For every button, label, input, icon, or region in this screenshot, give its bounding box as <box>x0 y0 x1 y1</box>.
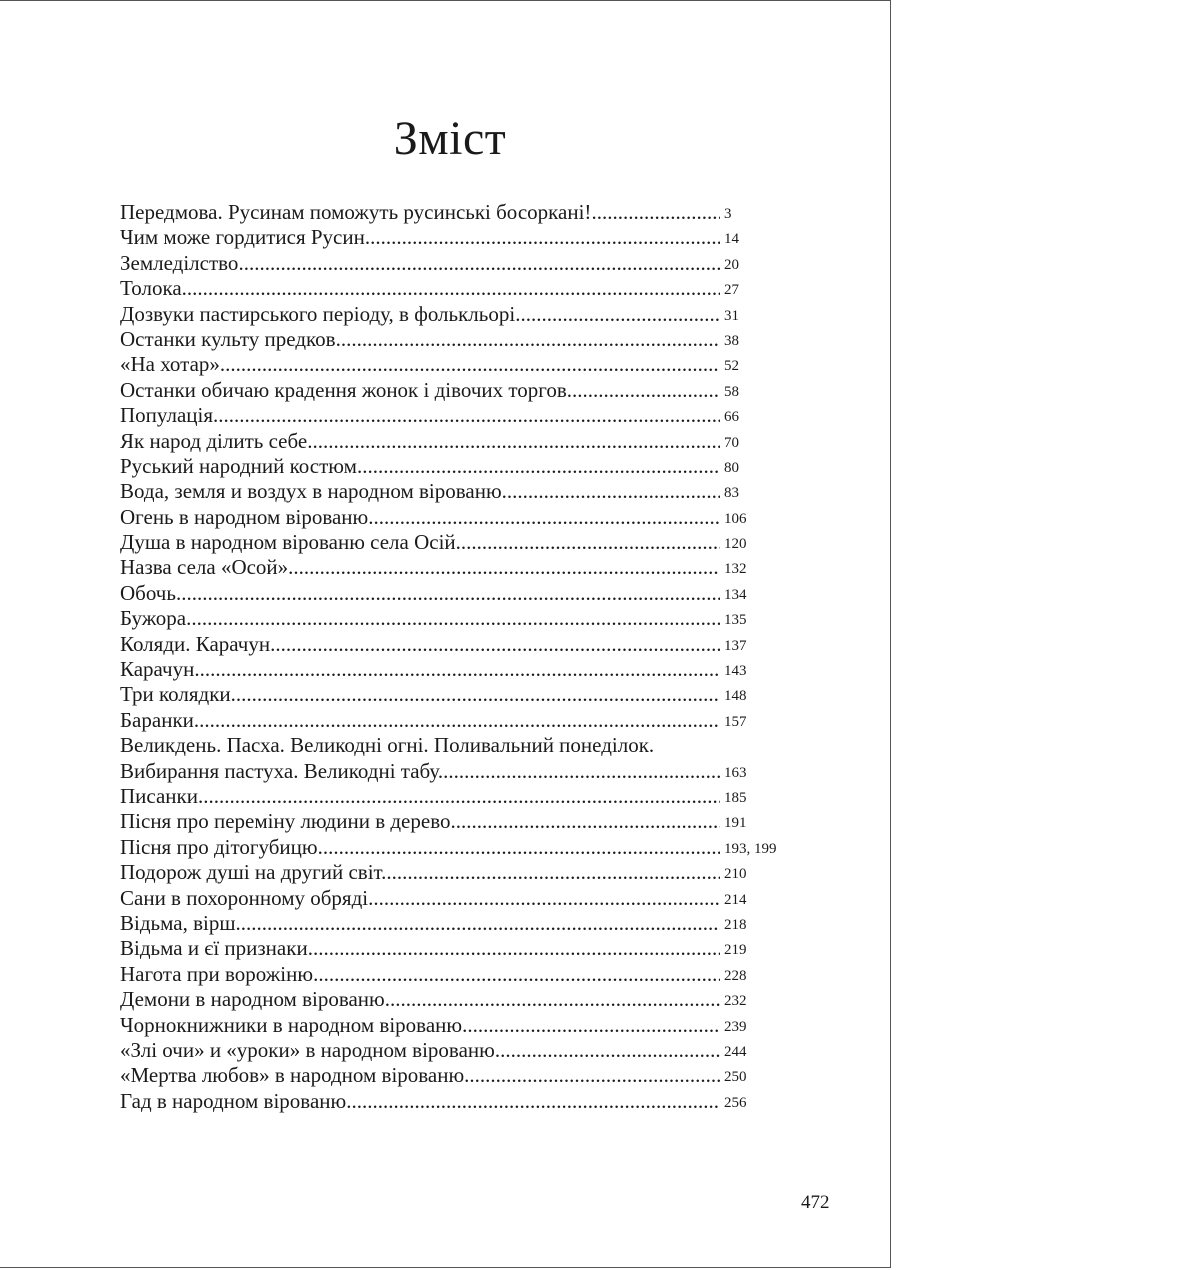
toc-dot-leader <box>385 987 720 1011</box>
toc-entry-title: Руський народний костюм <box>120 453 357 478</box>
toc-entry-line <box>120 378 720 403</box>
toc-entry-page: 31 <box>724 307 739 324</box>
toc-entry-page: 191 <box>724 815 747 832</box>
toc-entry-line <box>120 1089 720 1114</box>
toc-entry-title: Пісня про дітогубицю <box>120 834 318 859</box>
toc-entry <box>120 555 800 580</box>
toc-entry <box>120 1063 800 1088</box>
toc-entry <box>120 809 800 834</box>
toc-entry-line <box>120 759 720 784</box>
toc-entry-page: 27 <box>724 282 739 299</box>
toc-entry-page: 80 <box>724 459 739 476</box>
toc-entry <box>120 962 800 987</box>
toc-entry-title: Коляди. Карачун <box>120 631 271 656</box>
toc-entry-page: 210 <box>724 866 747 883</box>
toc-entry-title: Огень в народном вірованю <box>120 504 369 529</box>
toc-entry-title: Три колядки <box>120 682 231 707</box>
toc-dot-leader <box>238 251 720 275</box>
toc-entry <box>120 403 800 428</box>
toc-dot-leader <box>438 759 720 783</box>
toc-dot-leader <box>450 809 720 833</box>
page-number: 472 <box>801 1192 830 1213</box>
toc-entry <box>120 581 800 606</box>
toc-entry-page: 228 <box>724 967 747 984</box>
toc-entry-title: «Мертва любов» в народном вірованю <box>120 1063 465 1088</box>
toc-entry <box>120 759 800 784</box>
toc-entry-title: Останки обичаю крадення жонок і дівочих торгов <box>120 377 567 402</box>
toc-entry-title: Передмова. Русинам поможуть русинські босоркані! <box>120 200 592 224</box>
toc-entry <box>120 606 800 631</box>
toc-entry-title: Толока <box>120 276 182 301</box>
toc-entry <box>120 429 800 454</box>
page-title: Зміст <box>393 112 507 165</box>
toc-dot-leader <box>236 911 721 935</box>
toc-entry-title: Писанки <box>120 783 198 808</box>
toc-entry-line <box>120 225 720 250</box>
toc-dot-leader <box>462 1013 720 1037</box>
toc-entry-title: Відьма, вірш <box>120 910 236 935</box>
toc-dot-leader <box>198 784 720 808</box>
toc-entry <box>120 505 800 530</box>
toc-dot-leader <box>502 479 720 503</box>
toc-entry <box>120 911 800 936</box>
toc-entry-page: 3 <box>724 206 732 222</box>
toc-entry-title: Подорож душі на другий світ <box>120 860 382 885</box>
toc-entry <box>120 1013 800 1038</box>
toc-entry <box>120 682 800 707</box>
toc-entry-page: 219 <box>724 942 747 959</box>
toc-entry-line <box>120 1063 720 1088</box>
toc-dot-leader <box>318 835 720 859</box>
toc-entry-page: 14 <box>724 231 739 248</box>
toc-entry-title: Відьма и єї признаки <box>120 936 308 961</box>
toc-entry <box>120 200 800 225</box>
toc-entry <box>120 1089 800 1114</box>
toc-entry-page: 157 <box>724 713 747 730</box>
toc-entry-title: «Злі очи» и «уроки» в народном вірованю <box>120 1037 495 1062</box>
toc-dot-leader <box>308 936 720 960</box>
toc-entry-title: Нагота при ворожіню <box>120 961 314 986</box>
toc-entry <box>120 733 800 758</box>
toc-entry <box>120 454 800 479</box>
toc-entry-title: Баранки <box>120 707 194 732</box>
toc-entry-line <box>120 505 720 530</box>
toc-entry <box>120 886 800 911</box>
toc-entry <box>120 835 800 860</box>
toc-entry-page: 239 <box>724 1018 747 1035</box>
toc-entry-page: 83 <box>724 485 739 502</box>
toc-entry <box>120 276 800 301</box>
toc-entry-line <box>120 454 720 479</box>
toc-entry-line <box>120 429 720 454</box>
toc-entry-title: Бужора <box>120 606 187 631</box>
toc-entry-page: 214 <box>724 891 747 908</box>
toc-dot-leader <box>313 962 720 986</box>
toc-entry <box>120 708 800 733</box>
toc-entry-page: 38 <box>724 332 739 349</box>
toc-entry-line <box>120 1013 720 1038</box>
toc-entry-line <box>120 809 720 834</box>
toc-entry-page: 148 <box>724 688 747 705</box>
toc-entry <box>120 327 800 352</box>
toc-dot-leader <box>288 555 720 579</box>
toc-entry <box>120 987 800 1012</box>
toc-entry <box>120 352 800 377</box>
toc-entry-title: Вибирання пастуха. Великодні табу <box>120 758 438 783</box>
toc-entry-line <box>120 708 720 733</box>
toc-entry-page: 66 <box>724 409 739 426</box>
toc-entry-title: Останки культу предков <box>120 326 336 351</box>
toc-dot-leader <box>368 886 720 910</box>
toc-entry-page: 163 <box>724 764 747 781</box>
toc-entry <box>120 1038 800 1063</box>
toc-entry-line <box>120 657 720 682</box>
toc-entry-line <box>120 835 720 860</box>
toc-entry-line <box>120 886 720 911</box>
toc-entry-line <box>120 276 720 301</box>
toc-entry <box>120 530 800 555</box>
toc-entry-title: Сани в похоронному обряді <box>120 885 369 910</box>
toc-entry-title: Демони в народном вірованю <box>120 987 385 1012</box>
toc-entry-title: Популація <box>120 403 214 428</box>
toc-entry-title: Назва села «Осой» <box>120 555 289 580</box>
toc-entry-title: Вода, земля и воздух в народном вірованю <box>120 479 502 504</box>
toc-entry-line <box>120 479 720 504</box>
toc-entry-line <box>120 632 720 657</box>
toc-dot-leader <box>567 378 720 402</box>
toc-entry-page: 256 <box>724 1094 747 1111</box>
toc-entry-title: Душа в народном вірованю села Осій <box>120 530 456 555</box>
toc-dot-leader <box>213 403 720 427</box>
toc-entry <box>120 657 800 682</box>
toc-entry <box>120 860 800 885</box>
toc-entry-line <box>120 987 720 1012</box>
toc-entry-title: Карачун <box>120 657 195 682</box>
toc-entry-title: Чорнокнижники в народном вірованю <box>120 1012 463 1037</box>
toc-entry-title: Дозвуки пастирського періоду, в фолькльорі <box>120 301 516 326</box>
toc-entry-page: 132 <box>724 561 747 578</box>
toc-entry-line <box>120 302 720 327</box>
toc-entry-line <box>120 200 720 225</box>
toc-entry-page: 218 <box>724 916 747 933</box>
table-of-contents <box>120 200 800 1114</box>
toc-entry-page: 193, 199 <box>724 840 777 857</box>
toc-dot-leader <box>515 302 720 326</box>
toc-entry-page: 244 <box>724 1043 747 1060</box>
toc-entry-page: 106 <box>724 510 747 527</box>
toc-entry-page: 58 <box>724 383 739 400</box>
toc-dot-leader <box>176 581 720 605</box>
toc-entry-page: 134 <box>724 586 747 603</box>
toc-entry-title: Земледілство <box>120 250 239 275</box>
toc-entry <box>120 479 800 504</box>
toc-dot-leader <box>368 505 720 529</box>
toc-dot-leader <box>464 1063 720 1087</box>
toc-entry-page: 70 <box>724 434 739 451</box>
toc-entry-line <box>120 581 720 606</box>
toc-entry-line <box>120 251 720 276</box>
toc-dot-leader <box>231 682 720 706</box>
toc-entry-title: Як народ ділить себе <box>120 428 308 453</box>
toc-dot-leader <box>365 225 720 249</box>
toc-entry-page: 232 <box>724 993 747 1010</box>
toc-entry-title: Гад в народном вірованю <box>120 1088 347 1113</box>
toc-entry-title: Чим може гордитися Русин <box>120 225 365 250</box>
toc-dot-leader <box>381 860 720 884</box>
toc-entry-line <box>120 530 720 555</box>
toc-entry <box>120 936 800 961</box>
toc-dot-leader <box>591 200 720 224</box>
toc-dot-leader <box>346 1089 720 1113</box>
toc-entry-title: Великдень. Пасха. Великодні огні. Поливальний понеділок. <box>120 733 655 758</box>
toc-entry-page: 250 <box>724 1069 747 1086</box>
toc-entry-line <box>120 682 720 707</box>
toc-dot-leader <box>186 606 720 630</box>
toc-dot-leader <box>220 352 720 376</box>
toc-dot-leader <box>336 327 720 351</box>
toc-entry-line <box>120 352 720 377</box>
toc-dot-leader <box>270 632 720 656</box>
toc-entry-line <box>120 403 720 428</box>
toc-dot-leader <box>194 708 720 732</box>
toc-entry <box>120 378 800 403</box>
toc-entry-line <box>120 1038 720 1063</box>
toc-dot-leader <box>495 1038 720 1062</box>
toc-entry <box>120 302 800 327</box>
toc-dot-leader <box>357 454 720 478</box>
toc-dot-leader <box>182 276 720 300</box>
toc-entry-line <box>120 962 720 987</box>
toc-entry-line <box>120 555 720 580</box>
toc-dot-leader <box>456 530 720 554</box>
toc-entry-title: Пісня про переміну людини в дерево <box>120 809 451 834</box>
toc-entry-page: 143 <box>724 663 747 680</box>
toc-entry-page: 120 <box>724 536 747 553</box>
toc-entry-title: «На хотар» <box>120 352 220 377</box>
toc-entry-line <box>120 936 720 961</box>
toc-entry-page: 135 <box>724 612 747 629</box>
toc-entry-line <box>120 911 720 936</box>
toc-entry <box>120 251 800 276</box>
toc-entry-page: 20 <box>724 256 739 273</box>
toc-entry-line <box>120 784 720 809</box>
toc-entry-page: 137 <box>724 637 747 654</box>
toc-entry <box>120 784 800 809</box>
toc-entry <box>120 225 800 250</box>
toc-entry-title: Обочь <box>120 580 176 605</box>
toc-entry <box>120 632 800 657</box>
toc-dot-leader <box>307 429 720 453</box>
toc-entry-line <box>120 860 720 885</box>
toc-dot-leader <box>194 657 720 681</box>
toc-entry-page: 185 <box>724 789 747 806</box>
toc-entry-line <box>120 606 720 631</box>
toc-entry-page: 52 <box>724 358 739 375</box>
toc-entry-line <box>120 327 720 352</box>
